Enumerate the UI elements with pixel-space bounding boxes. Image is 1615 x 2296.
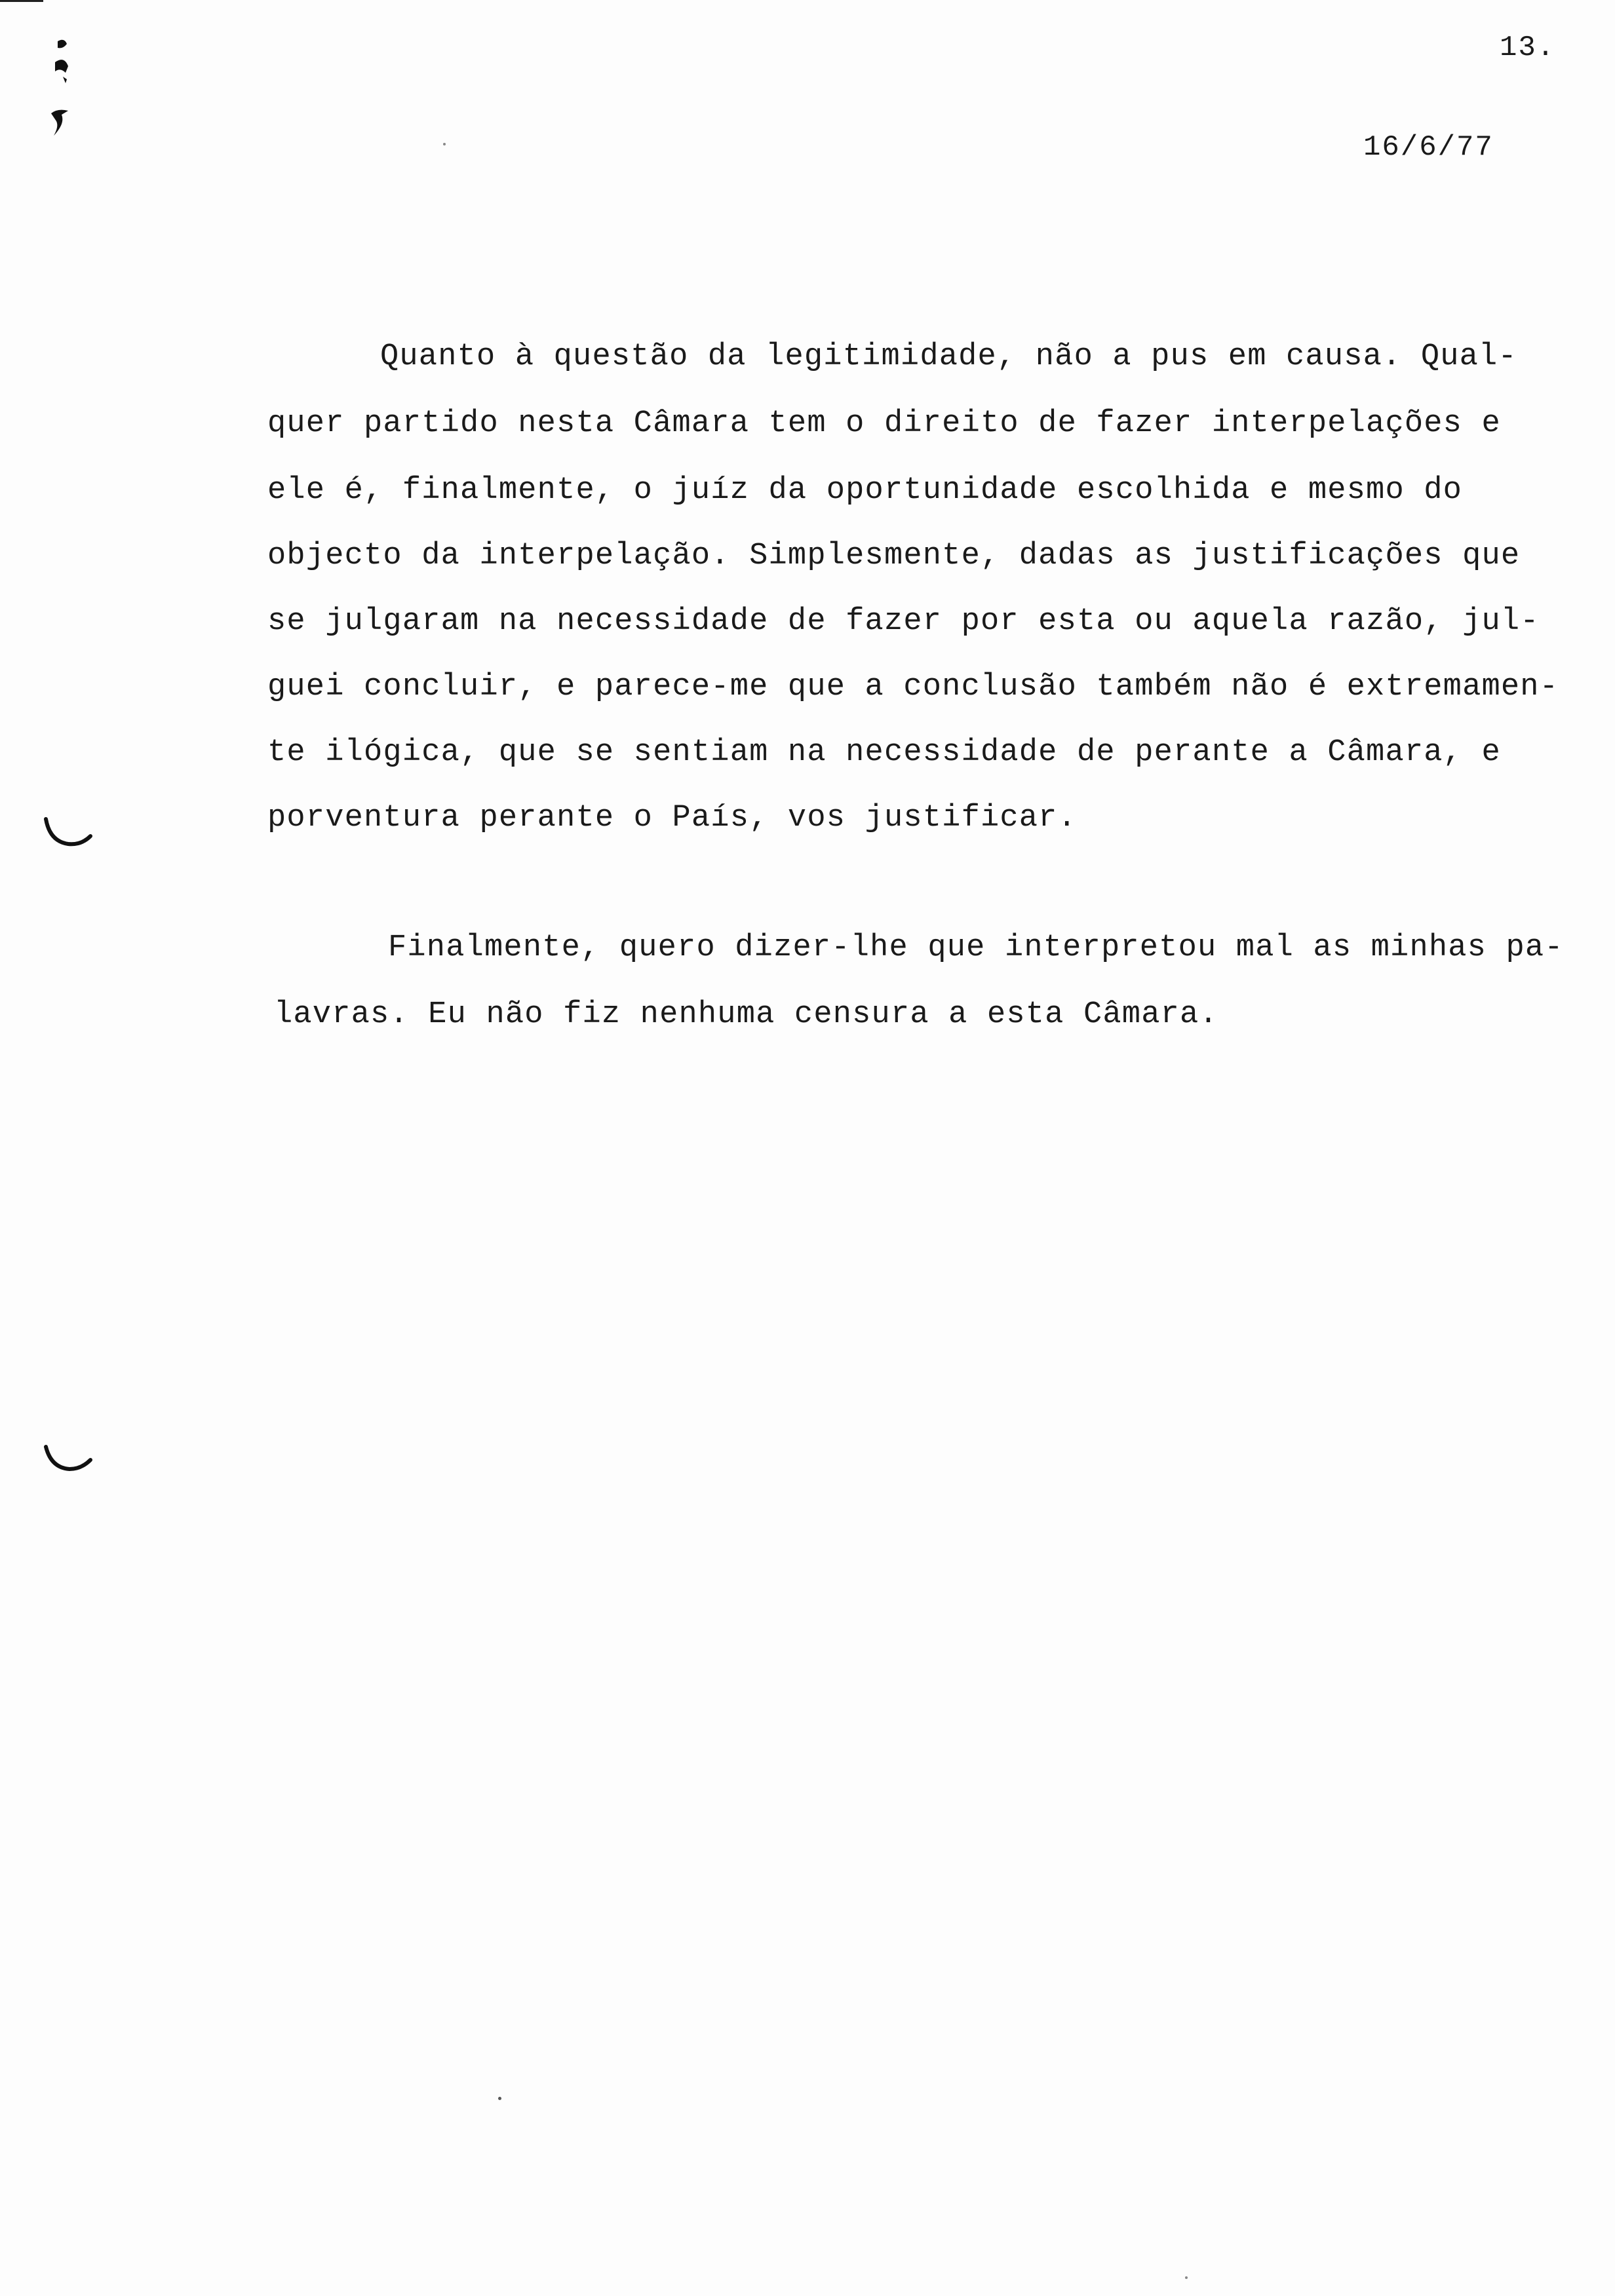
binder-curve-lower-icon <box>43 1442 96 1481</box>
stray-speck <box>498 2097 501 2100</box>
text-line: quer partido nesta Câmara tem o direito de fazer interpelações e <box>267 406 1501 441</box>
page-number: 13. <box>1500 31 1556 64</box>
stray-speck <box>443 143 446 145</box>
text-line: lavras. Eu não fiz nenhuma censura a esta Câmara. <box>274 997 1218 1032</box>
text-line: te ilógica, que se sentiam na necessidade de perante a Câmara, e <box>267 735 1501 770</box>
text-line: porventura perante o País, vos justificar. <box>267 801 1077 835</box>
text-line: Finalmente, quero dizer-lhe que interpretou mal as minhas pa- <box>388 930 1564 965</box>
text-line: Quanto à questão da legitimidade, não a pus em causa. Qual- <box>380 339 1517 374</box>
binder-curve-upper-icon <box>43 815 96 854</box>
document-date: 16/6/77 <box>1363 131 1494 164</box>
text-line: ele é, finalmente, o juíz da oportunidade escolhida e mesmo do <box>267 473 1463 508</box>
text-line: se julgaram na necessidade de fazer por esta ou aquela razão, jul- <box>267 604 1540 639</box>
text-line: objecto da interpelação. Simplesmente, dadas as justificações que <box>267 539 1521 573</box>
stray-speck <box>1185 2276 1188 2279</box>
text-line: guei concluir, e parece-me que a conclusão também não é extremamen- <box>267 670 1559 704</box>
